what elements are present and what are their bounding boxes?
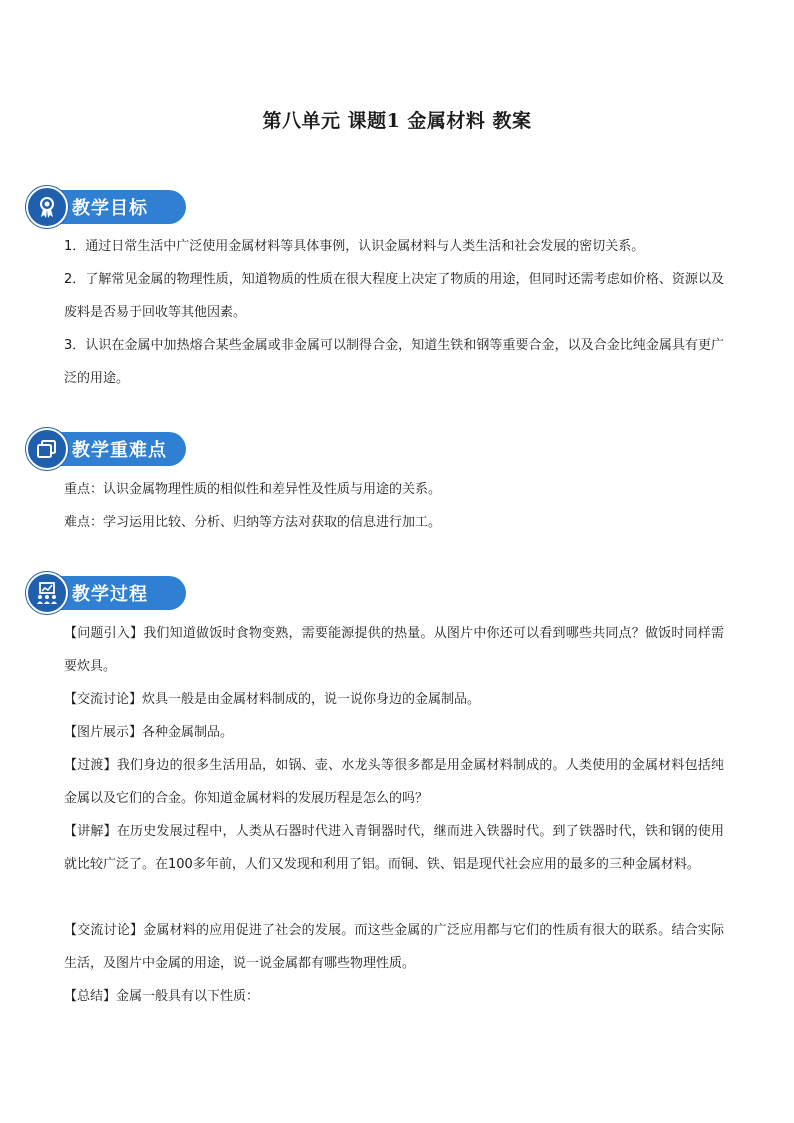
section-title: 教学目标 bbox=[72, 198, 148, 219]
process-transition: 【过渡】我们身边的很多生活用品，如锅、壶、水龙头等很多都是用金属材料制成的。人类使用的金属材料包括纯金属以及它们的合金。你知道金属材料的发展历程是怎么的吗？ bbox=[64, 758, 724, 806]
section-header-key-points bbox=[26, 428, 186, 470]
section-header-process bbox=[26, 572, 186, 614]
key-point: 重点：认识金属物理性质的相似性和差异性及性质与用途的关系。 bbox=[64, 482, 442, 497]
difficult-point: 难点：学习运用比较、分析、归纳等方法对获取的信息进行加工。 bbox=[64, 515, 442, 530]
process-discussion-1: 【交流讨论】炊具一般是由金属材料制成的，说一说你身边的金属制品。 bbox=[64, 692, 481, 707]
section-title: 教学过程 bbox=[72, 584, 148, 605]
process-lecture: 【讲解】在历史发展过程中，人类从石器时代进入青铜器时代，继而进入铁器时代。到了铁器时代，铁和钢的使用就比较广泛了。在100多年前，人们又发现和利用了铝。而铜、铁、铝是现代社会应用的最多的三种金属材料。 bbox=[64, 824, 724, 872]
ribbon-award-icon bbox=[26, 186, 68, 228]
process-summary: 【总结】金属一般具有以下性质： bbox=[64, 989, 260, 1004]
process-image-display: 【图片展示】各种金属制品。 bbox=[64, 725, 234, 740]
presentation-audience-icon bbox=[26, 572, 68, 614]
stacked-pages-icon bbox=[26, 428, 68, 470]
objective-item-1: 1．通过日常生活中广泛使用金属材料等具体事例，认识金属材料与人类生活和社会发展的密切关系。 bbox=[64, 239, 645, 254]
objective-item-3: 3．认识在金属中加热熔合某些金属或非金属可以制得合金，知道生铁和钢等重要合金，以及合金比纯金属具有更广泛的用途。 bbox=[64, 338, 724, 386]
section-title: 教学重难点 bbox=[72, 440, 167, 461]
document-title: 第八单元 课题1 金属材料 教案 bbox=[262, 110, 532, 132]
process-question-intro: 【问题引入】我们知道做饭时食物变熟，需要能源提供的热量。从图片中你还可以看到哪些共同点？做饭时同样需要炊具。 bbox=[64, 626, 724, 674]
section-header-objectives bbox=[26, 186, 186, 228]
process-discussion-2: 【交流讨论】金属材料的应用促进了社会的发展。而这些金属的广泛应用都与它们的性质有很大的联系。结合实际生活，及图片中金属的用途，说一说金属都有哪些物理性质。 bbox=[64, 923, 724, 971]
objective-item-2: 2．了解常见金属的物理性质，知道物质的性质在很大程度上决定了物质的用途，但同时还需考虑如价格、资源以及废料是否易于回收等其他因素。 bbox=[64, 272, 724, 320]
